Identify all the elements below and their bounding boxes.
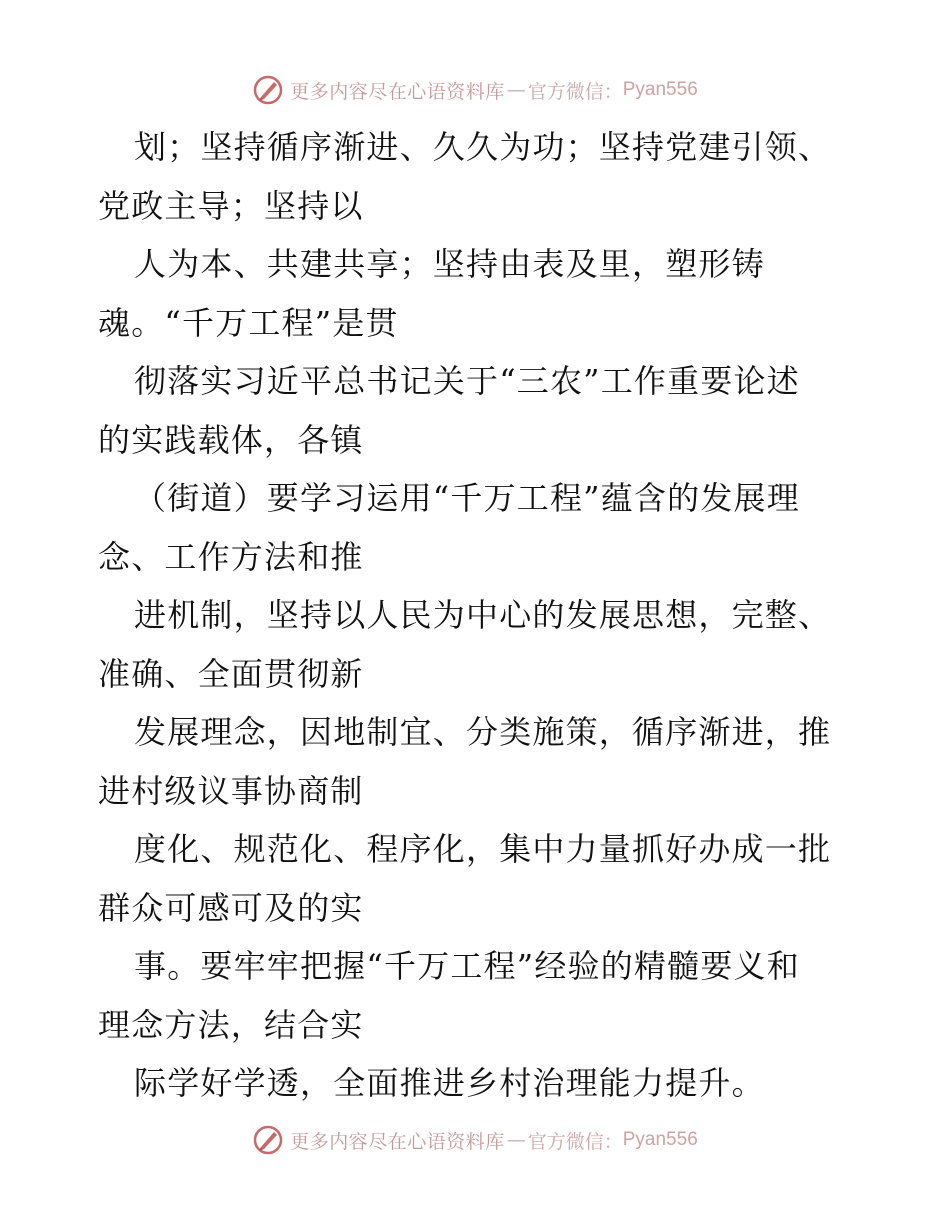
watermark-wechat-label: 官方微信： <box>527 80 623 103</box>
text-line: 魂。“千万工程”是贯 <box>98 303 399 342</box>
quill-pen-logo-icon <box>252 1124 284 1156</box>
watermark-site-text: 更多内容尽在心语资料库 <box>290 80 505 103</box>
document-body <box>98 118 878 1113</box>
text-line: 念、工作方法和推 <box>98 537 364 576</box>
footer-watermark <box>0 1120 950 1160</box>
text-line: 群众可感可及的实 <box>98 888 364 927</box>
header-watermark <box>0 70 950 110</box>
text-line: 准确、全面贯彻新 <box>98 654 364 693</box>
text-line: 彻落实习近平总书记关于“三农”工作重要论述 <box>134 362 800 400</box>
watermark-dash: — <box>506 1129 526 1151</box>
watermark-wechat-label: 官方微信： <box>527 1130 623 1153</box>
text-line: 划；坚持循序渐进、久久为功；坚持党建引领、 <box>134 128 832 166</box>
text-line: 的实践载体，各镇 <box>98 420 364 459</box>
watermark-dash: — <box>506 79 526 101</box>
text-line: 理念方法，结合实 <box>98 1005 364 1044</box>
text-line: 度化、规范化、程序化，集中力量抓好办成一批 <box>134 830 832 868</box>
text-line: 人为本、共建共享；坚持由表及里，塑形铸 <box>134 245 765 283</box>
text-line: 党政主导；坚持以 <box>98 186 364 225</box>
text-line: 进机制，坚持以人民为中心的发展思想，完整、 <box>134 596 832 634</box>
text-line: （街道）要学习运用“千万工程”蕴含的发展理 <box>134 479 800 517</box>
text-line: 发展理念，因地制宜、分类施策，循序渐进，推 <box>134 713 832 751</box>
text-line: 事。要牢牢把握“千万工程”经验的精髓要义和 <box>134 947 800 985</box>
watermark-handle: Pyan556 <box>622 79 698 100</box>
watermark-site-text: 更多内容尽在心语资料库 <box>290 1130 505 1153</box>
text-line: 际学好学透，全面推进乡村治理能力提升。 <box>134 1064 765 1102</box>
text-line: 进村级议事协商制 <box>98 771 364 810</box>
quill-pen-logo-icon <box>252 74 284 106</box>
watermark-handle: Pyan556 <box>622 1129 698 1150</box>
